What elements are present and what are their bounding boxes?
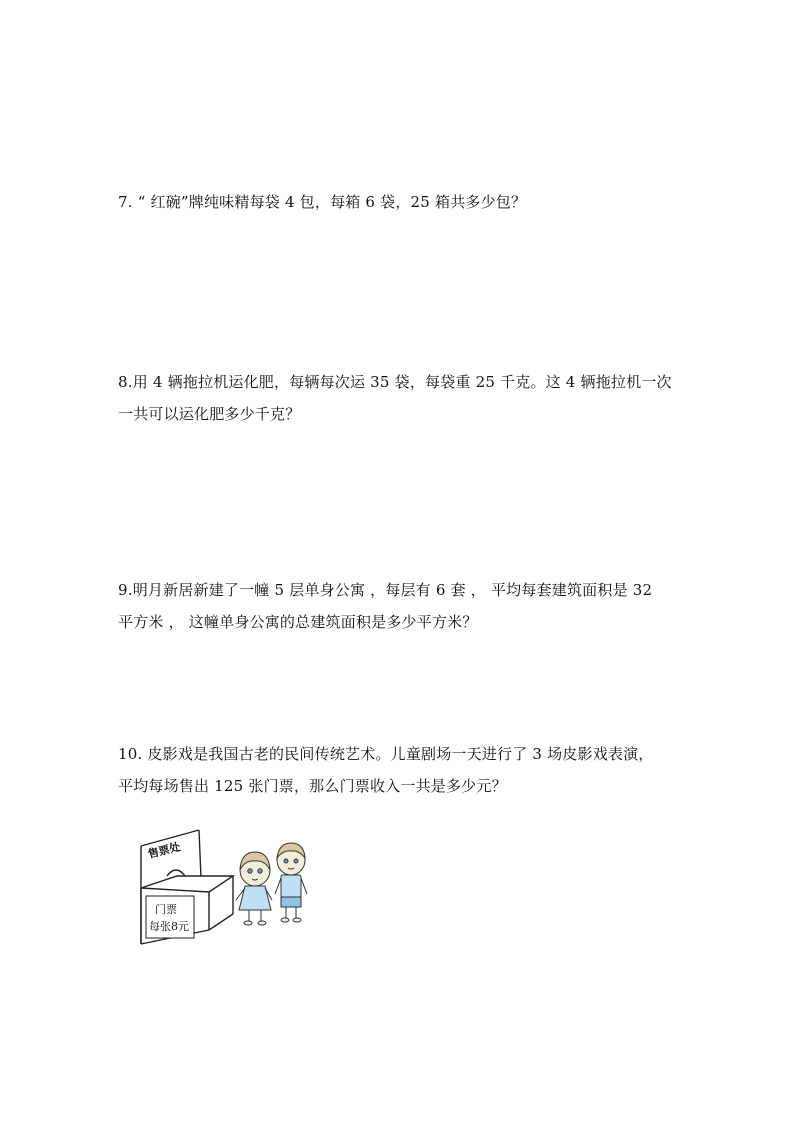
question-7-line-1: 7. “ 红碗”牌纯味精每袋 4 包，每箱 6 袋，25 箱共多少包？ [118, 193, 527, 211]
booth-sign-text: 售票处 [146, 840, 182, 861]
question-7 [118, 186, 698, 218]
price-card-line-2: 每张8元 [149, 920, 189, 933]
question-8-line-2: 一共可以运化肥多少千克？ [118, 405, 301, 423]
girl-figure [236, 852, 272, 925]
question-10-line-1: 10. 皮影戏是我国古老的民间传统艺术。儿童剧场一天进行了 3 场皮影戏表演， [118, 745, 654, 763]
question-8 [118, 366, 698, 430]
question-9-line-2: 平方米 ， 这幢单身公寓的总建筑面积是多少平方米？ [118, 613, 478, 631]
question-10-line-2: 平均每场售出 125 张门票，那么门票收入一共是多少元？ [118, 777, 507, 795]
ticket-booth-illustration [137, 826, 317, 948]
boy-figure [275, 843, 307, 922]
question-9 [118, 574, 698, 638]
question-9-line-1: 9.明月新居新建了一幢 5 层单身公寓 ，每层有 6 套 ， 平均每套建筑面积是 32 [118, 581, 653, 599]
price-card-line-1: 门票 [155, 903, 177, 916]
question-10 [118, 738, 698, 802]
question-8-line-1: 8.用 4 辆拖拉机运化肥，每辆每次运 35 袋，每袋重 25 千克。这 4 辆拖拉机一次 [118, 373, 672, 391]
